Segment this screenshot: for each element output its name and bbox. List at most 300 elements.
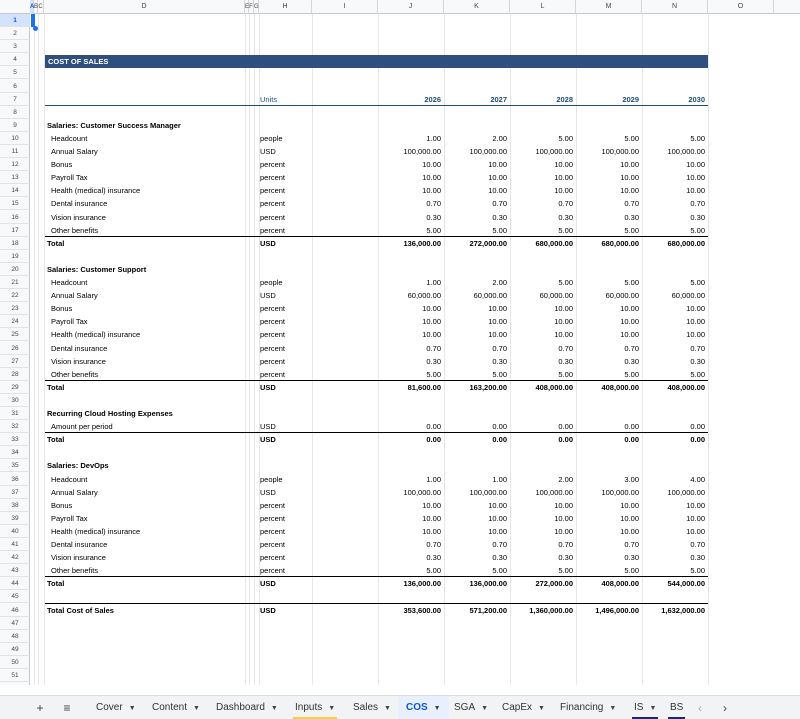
column-header-i[interactable]: I [312,0,378,14]
value-cell[interactable]: 2.00 [492,133,507,143]
value-cell[interactable]: 10.00 [686,500,705,510]
value-cell[interactable]: 10.00 [422,160,441,170]
value-cell[interactable]: 60,000.00 [671,291,705,301]
row-label[interactable]: Annual Salary [51,291,98,301]
grand-total-value[interactable]: 1,496,000.00 [595,605,639,615]
grand-total-value[interactable]: 1,360,000.00 [529,605,573,615]
value-cell[interactable]: 60,000.00 [605,291,639,301]
column-header-h[interactable]: H [259,0,312,14]
row-header-41[interactable]: 41 [0,538,30,551]
value-cell[interactable]: 10.00 [488,304,507,314]
value-cell[interactable]: 5.00 [492,369,507,379]
row-label[interactable]: Annual Salary [51,147,98,156]
column-header-k[interactable]: K [444,0,510,14]
sheet-tab-financing[interactable] [552,696,624,719]
sheet-tab-inputs[interactable] [287,696,343,719]
value-cell[interactable]: 10.00 [554,500,573,510]
row-header-38[interactable]: 38 [0,499,30,512]
value-cell[interactable]: 10.00 [422,173,441,183]
value-cell[interactable]: 1.00 [426,278,441,287]
total-value[interactable]: 680,000.00 [667,238,705,248]
value-cell[interactable]: 5.00 [558,133,573,143]
value-cell[interactable]: 10.00 [686,186,705,196]
value-cell[interactable]: 0.70 [690,343,705,353]
value-cell[interactable]: 10.00 [488,513,507,523]
total-unit[interactable]: USD [260,238,276,248]
total-value[interactable]: 544,000.00 [667,579,705,589]
total-label[interactable]: Total [47,238,65,248]
row-unit[interactable]: percent [260,343,286,353]
section-heading[interactable]: Salaries: Customer Support [47,264,147,274]
row-unit[interactable]: percent [260,199,286,209]
row-header-49[interactable]: 49 [0,643,30,656]
total-value[interactable]: 0.00 [624,435,639,445]
section-heading[interactable]: Recurring Cloud Hosting Expenses [47,409,173,418]
value-cell[interactable]: 100,000.00 [469,147,507,156]
total-value[interactable]: 680,000.00 [601,238,639,248]
sheet-tab-capex[interactable] [494,696,553,719]
total-unit[interactable]: USD [260,382,276,392]
row-label[interactable]: Dental insurance [51,540,108,549]
total-value[interactable]: 408,000.00 [601,382,639,392]
value-cell[interactable]: 2.00 [492,278,507,287]
value-cell[interactable]: 5.00 [558,278,573,287]
row-header-43[interactable]: 43 [0,564,30,577]
column-header-j[interactable]: J [378,0,444,14]
value-cell[interactable]: 10.00 [488,160,507,170]
value-cell[interactable]: 0.30 [426,356,441,366]
row-header-29[interactable]: 29 [0,381,30,394]
row-label[interactable]: Headcount [51,474,88,484]
row-label[interactable]: Other benefits [51,225,99,235]
row-label[interactable]: Dental insurance [51,199,108,209]
value-cell[interactable]: 0.00 [492,422,507,432]
value-cell[interactable]: 100,000.00 [535,487,573,497]
value-cell[interactable]: 10.00 [686,160,705,170]
row-unit[interactable]: percent [260,513,286,523]
value-cell[interactable]: 100,000.00 [667,147,705,156]
value-cell[interactable]: 1.00 [426,133,441,143]
value-cell[interactable]: 5.00 [690,369,705,379]
value-cell[interactable]: 10.00 [620,330,639,340]
all-sheets-menu-icon[interactable]: ≡ [63,701,71,715]
row-label[interactable]: Bonus [51,500,73,510]
value-cell[interactable]: 0.70 [426,343,441,353]
value-cell[interactable]: 10.00 [422,513,441,523]
year-header-2030[interactable]: 2030 [688,94,705,104]
row-header-6[interactable]: 6 [0,80,30,93]
row-header-32[interactable]: 32 [0,420,30,433]
row-header-46[interactable]: 46 [0,604,30,617]
total-value[interactable]: 272,000.00 [469,238,507,248]
row-header-5[interactable]: 5 [0,66,30,79]
row-unit[interactable]: USD [260,487,276,497]
value-cell[interactable]: 0.70 [492,199,507,209]
value-cell[interactable]: 10.00 [620,500,639,510]
row-unit[interactable]: people [260,474,283,484]
row-label[interactable]: Health (medical) insurance [51,186,141,196]
total-value[interactable]: 272,000.00 [535,579,573,589]
total-label[interactable]: Total [47,435,65,445]
row-header-18[interactable]: 18 [0,237,30,250]
fill-handle[interactable] [33,26,38,31]
total-value[interactable]: 408,000.00 [535,382,573,392]
row-unit[interactable]: percent [260,186,286,196]
value-cell[interactable]: 0.30 [690,356,705,366]
row-header-35[interactable]: 35 [0,459,30,472]
row-label[interactable]: Vision insurance [51,553,106,563]
value-cell[interactable]: 10.00 [620,186,639,196]
value-cell[interactable]: 0.00 [624,422,639,432]
row-label[interactable]: Amount per period [51,422,113,432]
total-value[interactable]: 0.00 [492,435,507,445]
total-value[interactable]: 136,000.00 [469,579,507,589]
value-cell[interactable]: 10.00 [554,304,573,314]
value-cell[interactable]: 0.00 [426,422,441,432]
value-cell[interactable]: 5.00 [624,278,639,287]
value-cell[interactable]: 0.30 [558,356,573,366]
value-cell[interactable]: 10.00 [686,173,705,183]
value-cell[interactable]: 0.70 [558,343,573,353]
value-cell[interactable]: 100,000.00 [469,487,507,497]
value-cell[interactable]: 10.00 [554,513,573,523]
row-header-27[interactable]: 27 [0,355,30,368]
value-cell[interactable]: 0.30 [492,356,507,366]
year-header-2029[interactable]: 2029 [622,94,639,104]
column-header-o[interactable]: O [708,0,774,14]
value-cell[interactable]: 100,000.00 [403,147,441,156]
row-unit[interactable]: percent [260,540,286,549]
row-label[interactable]: Other benefits [51,369,99,379]
grand-total-label[interactable]: Total Cost of Sales [47,605,114,615]
total-unit[interactable]: USD [260,579,276,589]
value-cell[interactable]: 1.00 [492,474,507,484]
sheet-tab-sales[interactable] [345,696,399,719]
value-cell[interactable]: 10.00 [554,330,573,340]
sheet-tab-sga[interactable] [446,696,496,719]
row-header-44[interactable]: 44 [0,577,30,590]
value-cell[interactable]: 0.30 [558,553,573,563]
year-header-2026[interactable]: 2026 [424,94,441,104]
value-cell[interactable]: 100,000.00 [667,487,705,497]
chevron-down-icon[interactable]: ▼ [538,705,545,712]
row-label[interactable]: Headcount [51,133,88,143]
row-unit[interactable]: percent [260,212,286,222]
row-unit[interactable]: percent [260,553,286,563]
value-cell[interactable]: 5.00 [624,369,639,379]
chevron-down-icon[interactable]: ▼ [649,705,657,712]
sheet-tab-dashboard[interactable] [208,696,286,719]
sheet-tab-bs[interactable] [662,696,691,719]
value-cell[interactable]: 10.00 [620,304,639,314]
value-cell[interactable]: 3.00 [624,474,639,484]
row-unit[interactable]: people [260,133,283,143]
row-header-51[interactable]: 51 [0,669,30,682]
row-unit[interactable]: percent [260,356,286,366]
value-cell[interactable]: 100,000.00 [403,487,441,497]
scroll-tabs-right-icon[interactable]: › [723,701,727,715]
grand-total-unit[interactable]: USD [260,605,276,615]
row-unit[interactable]: percent [260,566,286,576]
sheet-tab-content[interactable] [144,696,208,719]
value-cell[interactable]: 5.00 [492,225,507,235]
value-cell[interactable]: 5.00 [558,369,573,379]
value-cell[interactable]: 5.00 [492,566,507,576]
value-cell[interactable]: 10.00 [554,160,573,170]
row-label[interactable]: Vision insurance [51,356,106,366]
row-unit[interactable]: USD [260,147,276,156]
row-header-33[interactable]: 33 [0,433,30,446]
row-unit[interactable]: percent [260,330,286,340]
row-header-15[interactable]: 15 [0,197,30,210]
value-cell[interactable]: 10.00 [422,330,441,340]
chevron-down-icon[interactable]: ▼ [193,705,200,712]
value-cell[interactable]: 0.70 [426,540,441,549]
value-cell[interactable]: 100,000.00 [601,487,639,497]
row-unit[interactable]: people [260,278,283,287]
column-header-m[interactable]: M [576,0,642,14]
value-cell[interactable]: 5.00 [690,278,705,287]
year-header-2028[interactable]: 2028 [556,94,573,104]
row-header-47[interactable]: 47 [0,617,30,630]
grand-total-value[interactable]: 353,600.00 [403,605,441,615]
row-header-24[interactable]: 24 [0,315,30,328]
row-label[interactable]: Headcount [51,278,88,287]
value-cell[interactable]: 60,000.00 [473,291,507,301]
value-cell[interactable]: 5.00 [558,225,573,235]
row-header-21[interactable]: 21 [0,276,30,289]
row-header-37[interactable]: 37 [0,486,30,499]
value-cell[interactable]: 0.00 [690,422,705,432]
row-label[interactable]: Dental insurance [51,343,108,353]
row-unit[interactable]: percent [260,500,286,510]
row-header-30[interactable]: 30 [0,394,30,407]
value-cell[interactable]: 0.30 [492,212,507,222]
row-unit[interactable]: USD [260,422,276,432]
value-cell[interactable]: 10.00 [488,500,507,510]
row-header-34[interactable]: 34 [0,446,30,459]
value-cell[interactable]: 10.00 [620,173,639,183]
row-header-16[interactable]: 16 [0,211,30,224]
row-header-28[interactable]: 28 [0,368,30,381]
value-cell[interactable]: 10.00 [620,160,639,170]
row-label[interactable]: Bonus [51,160,73,170]
value-cell[interactable]: 0.70 [558,199,573,209]
column-header-c[interactable]: C [38,0,44,14]
row-unit[interactable]: USD [260,291,276,301]
row-header-10[interactable]: 10 [0,132,30,145]
row-unit[interactable]: percent [260,160,286,170]
row-header-8[interactable]: 8 [0,106,30,119]
value-cell[interactable]: 10.00 [422,317,441,327]
grand-total-value[interactable]: 571,200.00 [469,605,507,615]
value-cell[interactable]: 60,000.00 [407,291,441,301]
value-cell[interactable]: 5.00 [690,566,705,576]
value-cell[interactable]: 0.70 [624,540,639,549]
row-header-4[interactable]: 4 [0,53,30,66]
row-header-26[interactable]: 26 [0,342,30,355]
row-label[interactable]: Payroll Tax [51,513,88,523]
value-cell[interactable]: 0.30 [624,356,639,366]
total-label[interactable]: Total [47,579,65,589]
value-cell[interactable]: 0.70 [624,199,639,209]
value-cell[interactable]: 10.00 [554,173,573,183]
row-header-23[interactable]: 23 [0,302,30,315]
column-header-n[interactable]: N [642,0,708,14]
value-cell[interactable]: 2.00 [558,474,573,484]
value-cell[interactable]: 10.00 [488,317,507,327]
value-cell[interactable]: 10.00 [686,317,705,327]
value-cell[interactable]: 60,000.00 [539,291,573,301]
value-cell[interactable]: 10.00 [554,317,573,327]
section-heading[interactable]: Salaries: DevOps [47,461,109,471]
row-header-19[interactable]: 19 [0,250,30,263]
column-header-f[interactable]: F [249,0,254,14]
row-header-50[interactable]: 50 [0,656,30,669]
sheet-tab-is[interactable] [626,696,664,719]
row-header-3[interactable]: 3 [0,40,30,53]
row-header-40[interactable]: 40 [0,525,30,538]
value-cell[interactable]: 5.00 [426,225,441,235]
value-cell[interactable]: 10.00 [488,526,507,536]
value-cell[interactable]: 5.00 [690,225,705,235]
column-header-b[interactable]: B [34,0,38,14]
chevron-down-icon[interactable]: ▼ [270,705,278,712]
value-cell[interactable]: 0.30 [624,553,639,563]
value-cell[interactable]: 10.00 [620,526,639,536]
value-cell[interactable]: 0.30 [558,212,573,222]
row-header-14[interactable]: 14 [0,184,30,197]
section-heading[interactable]: Salaries: Customer Success Manager [47,120,181,130]
chevron-down-icon[interactable]: ▼ [328,705,336,712]
value-cell[interactable]: 10.00 [488,186,507,196]
value-cell[interactable]: 5.00 [624,566,639,576]
value-cell[interactable]: 0.30 [492,553,507,563]
column-header-l[interactable]: L [510,0,576,14]
row-unit[interactable]: percent [260,173,286,183]
value-cell[interactable]: 10.00 [620,513,639,523]
value-cell[interactable]: 10.00 [686,526,705,536]
value-cell[interactable]: 10.00 [422,500,441,510]
value-cell[interactable]: 5.00 [426,369,441,379]
value-cell[interactable]: 100,000.00 [601,147,639,156]
row-label[interactable]: Vision insurance [51,212,106,222]
total-value[interactable]: 136,000.00 [403,238,441,248]
value-cell[interactable]: 0.70 [426,199,441,209]
value-cell[interactable]: 0.30 [690,553,705,563]
total-label[interactable]: Total [47,382,65,392]
value-cell[interactable]: 1.00 [426,474,441,484]
row-unit[interactable]: percent [260,369,286,379]
column-header-e[interactable]: E [245,0,249,14]
value-cell[interactable]: 10.00 [422,304,441,314]
total-value[interactable]: 163,200.00 [469,382,507,392]
row-header-42[interactable]: 42 [0,551,30,564]
column-header-a[interactable]: A [30,0,34,14]
chevron-down-icon[interactable]: ▼ [481,705,489,712]
sheet-tab-cover[interactable] [88,696,144,719]
row-label[interactable]: Annual Salary [51,487,98,497]
chevron-down-icon[interactable]: ▼ [433,705,441,712]
value-cell[interactable]: 0.70 [690,199,705,209]
chevron-down-icon[interactable]: ▼ [384,705,391,712]
row-label[interactable]: Health (medical) insurance [51,330,141,340]
total-value[interactable]: 408,000.00 [601,579,639,589]
row-unit[interactable]: percent [260,225,286,235]
scroll-tabs-left-icon[interactable]: ‹ [698,701,702,715]
value-cell[interactable]: 0.70 [690,540,705,549]
value-cell[interactable]: 4.00 [690,474,705,484]
row-header-9[interactable]: 9 [0,119,30,132]
row-header-45[interactable]: 45 [0,590,30,603]
row-header-12[interactable]: 12 [0,158,30,171]
row-header-22[interactable]: 22 [0,289,30,302]
row-label[interactable]: Payroll Tax [51,173,88,183]
column-header-g[interactable]: G [254,0,259,14]
value-cell[interactable]: 10.00 [686,304,705,314]
row-header-39[interactable]: 39 [0,512,30,525]
row-header-48[interactable]: 48 [0,630,30,643]
column-header-d[interactable]: D [44,0,245,14]
value-cell[interactable]: 5.00 [624,133,639,143]
total-value[interactable]: 408,000.00 [667,382,705,392]
value-cell[interactable]: 10.00 [488,173,507,183]
total-value[interactable]: 0.00 [690,435,705,445]
chevron-down-icon[interactable]: ▼ [609,705,617,712]
value-cell[interactable]: 5.00 [624,225,639,235]
row-label[interactable]: Payroll Tax [51,317,88,327]
value-cell[interactable]: 100,000.00 [535,147,573,156]
total-value[interactable]: 0.00 [426,435,441,445]
year-header-2027[interactable]: 2027 [490,94,507,104]
value-cell[interactable]: 0.30 [426,553,441,563]
total-value[interactable]: 680,000.00 [535,238,573,248]
total-value[interactable]: 136,000.00 [403,579,441,589]
value-cell[interactable]: 0.30 [690,212,705,222]
row-unit[interactable]: percent [260,304,286,314]
row-header-2[interactable]: 2 [0,27,30,40]
add-sheet-button[interactable]: + [36,701,44,715]
value-cell[interactable]: 10.00 [554,526,573,536]
row-header-36[interactable]: 36 [0,473,30,486]
row-header-11[interactable]: 11 [0,145,30,158]
row-label[interactable]: Other benefits [51,566,99,576]
value-cell[interactable]: 10.00 [620,317,639,327]
value-cell[interactable]: 0.30 [624,212,639,222]
row-header-17[interactable]: 17 [0,224,30,237]
total-unit[interactable]: USD [260,435,276,445]
row-header-1[interactable]: 1 [0,14,30,27]
row-label[interactable]: Health (medical) insurance [51,526,141,536]
value-cell[interactable]: 5.00 [690,133,705,143]
row-header-7[interactable]: 7 [0,93,30,106]
row-header-25[interactable]: 25 [0,328,30,341]
value-cell[interactable]: 5.00 [426,566,441,576]
value-cell[interactable]: 0.30 [426,212,441,222]
row-header-20[interactable]: 20 [0,263,30,276]
value-cell[interactable]: 0.70 [558,540,573,549]
units-header[interactable]: Units [260,94,278,104]
value-cell[interactable]: 10.00 [554,186,573,196]
value-cell[interactable]: 10.00 [686,330,705,340]
value-cell[interactable]: 10.00 [686,513,705,523]
chevron-down-icon[interactable]: ▼ [128,705,136,712]
grand-total-value[interactable]: 1,632,000.00 [661,605,705,615]
row-unit[interactable]: percent [260,526,286,536]
row-label[interactable]: Bonus [51,304,73,314]
value-cell[interactable]: 0.00 [558,422,573,432]
value-cell[interactable]: 0.70 [492,540,507,549]
